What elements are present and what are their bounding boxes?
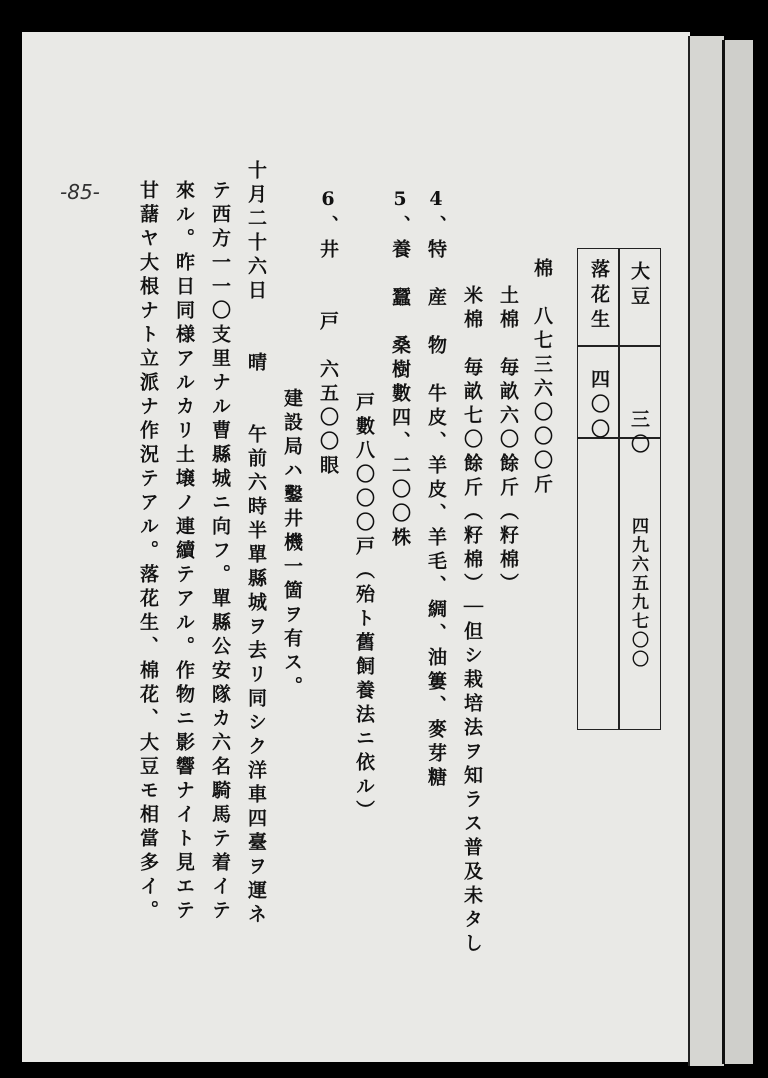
table-value-rakkasei: 四〇〇 [588, 369, 610, 444]
table-value-daizu-2: 四九六五九七〇〇 [628, 517, 648, 669]
table-value-daizu-1: 三〇 [628, 409, 650, 459]
crop-table [577, 248, 661, 730]
text-line: テ西方一一〇支里ナル曹縣城ニ向フ。單縣公安隊カ六名騎馬テ着イテ [209, 180, 231, 924]
table-crop-daizu: 大豆 [628, 261, 650, 311]
table-crop-rakkasei: 落花生 [588, 259, 610, 334]
page-edge-outer [722, 40, 753, 1064]
text-line: 戸數八〇〇〇戸（殆ト舊飼養法ニ依ル） [353, 392, 375, 824]
text-line: 十月二十六日 晴 午前六時半單縣城ヲ去リ同シク洋車四臺ヲ運ネ [245, 160, 267, 928]
text-line: 5、養 蠶 桑樹數四、二〇〇株 [389, 188, 411, 551]
text-line: 甘藷ヤ大根ナト立派ナ作況テアル。落花生、棉花、大豆モ相當多イ。 [137, 180, 159, 924]
page-number: -85- [60, 180, 100, 204]
text-line: 土棉 毎畝六〇餘斤（籽棉） [497, 285, 519, 597]
text-line: 建設局ハ鑿井機一箇ヲ有ス。 [281, 388, 303, 700]
table-divider [618, 249, 620, 729]
text-line: 4、特 産 物 牛皮、羊皮、羊毛、綢、油簍、麥芽糖 [425, 188, 447, 791]
text-line: 6、井 戸 六五〇〇眼 [317, 188, 339, 479]
text-line: 棉 八七三六〇〇〇斤 [531, 258, 553, 498]
text-line: 米棉 毎畝七〇餘斤（籽棉）｜但シ栽培法ヲ知ラス普及未タし [461, 285, 483, 957]
text-line: 來ル。昨日同様アルカリ土壌ノ連續テアル。作物ニ影響ナイト見エテ [173, 180, 195, 924]
table-divider [578, 345, 660, 347]
page-edge [688, 36, 724, 1066]
